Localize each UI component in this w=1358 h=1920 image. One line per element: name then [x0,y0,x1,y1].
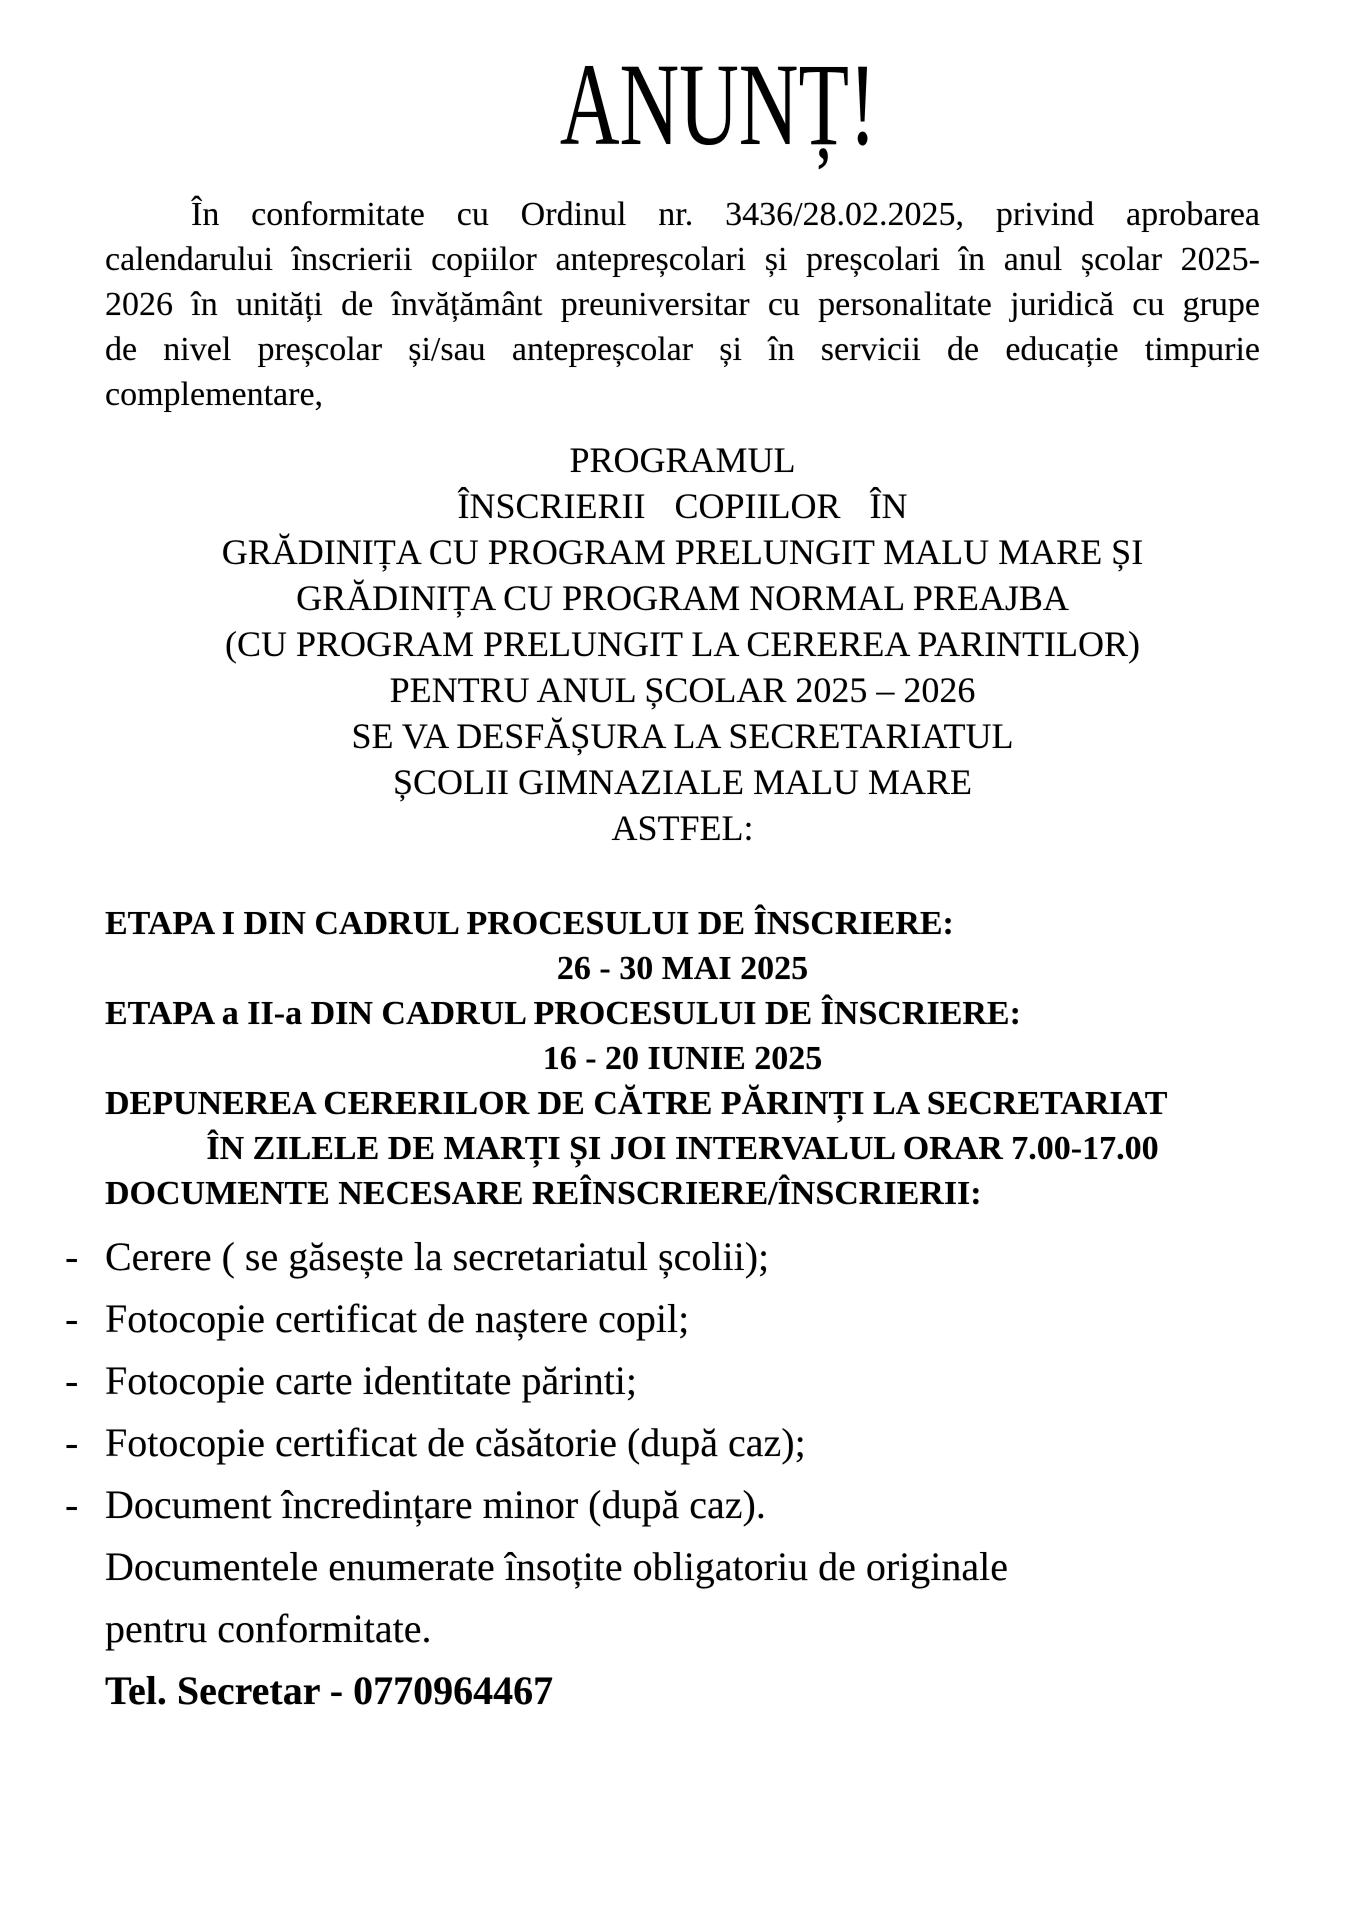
intro-paragraph: În conformitate cu Ordinul nr. 3436/28.02.2025, privind aprobarea calendarului înscrierii copiilor antepreșcolari și preșcolari în anul școlar 2025-2026 în unități de învățământ preuniversitar cu personalitate juridică cu grupe de nivel preșcolar și/sau antepreșcolar și în servicii de educație timpurie complementare, [105,196,1260,413]
bullet-dash: - [65,1234,79,1279]
bullet-dash: - [65,1420,79,1465]
list-item [65,1350,1260,1412]
program-line: PENTRU ANUL ȘCOLAR 2025 – 2026 [389,670,976,710]
list-item [65,1226,1260,1288]
list-item-text: Cerere ( se găsește la secretariatul școlii); [105,1234,770,1279]
schedule-line: ETAPA a II-a DIN CADRUL PROCESULUI DE ÎNSCRIERE: [105,995,1021,1032]
schedule-line: 26 - 30 MAI 2025 [556,950,809,987]
schedule-line: ETAPA I DIN CADRUL PROCESULUI DE ÎNSCRIERE: [105,905,954,942]
schedule-block [105,901,1260,1216]
schedule-line: DEPUNEREA CERERILOR DE CĂTRE PĂRINȚI LA SECRETARIAT [105,1085,1168,1122]
program-line: GRĂDINIȚA CU PROGRAM NORMAL PREAJBA [296,578,1069,618]
schedule-line: 16 - 20 IUNIE 2025 [542,1040,823,1077]
program-line: ASTFEL: [611,808,754,848]
list-item-text: Fotocopie carte identitate părinti; [105,1358,638,1403]
list-item [65,1474,1260,1536]
bullet-dash: - [65,1482,79,1527]
program-line: (CU PROGRAM PRELUNGIT LA CEREREA PARINTILOR) [224,624,1141,664]
page-title-wrap [105,39,1260,174]
schedule-line: DOCUMENTE NECESARE REÎNSCRIERE/ÎNSCRIERII: [105,1175,982,1212]
schedule-line: ÎN ZILELE DE MARȚI ȘI JOI INTERVALUL ORAR 7.00-17.00 [206,1130,1159,1167]
list-item-text: Fotocopie certificat de naștere copil; [105,1296,690,1341]
list-item-text: Fotocopie certificat de căsătorie (după caz); [105,1420,806,1465]
program-line: SE VA DESFĂȘURA LA SECRETARIATUL [351,716,1014,756]
bullet-dash: - [65,1358,79,1403]
page-title: ANUNȚ! [560,39,877,170]
program-block [105,437,1260,851]
program-line: ÎNSCRIERII COPIILOR ÎN [457,486,908,526]
note-line: pentru conformitate. [105,1606,432,1651]
program-line: PROGRAMUL [569,440,796,480]
documents-list [65,1226,1260,1536]
program-line: GRĂDINIȚA CU PROGRAM PRELUNGIT MALU MARE ȘI [221,532,1144,572]
list-item [65,1412,1260,1474]
list-item-text: Document încredințare minor (după caz). [105,1482,766,1527]
note-line: Documentele enumerate însoțite obligatoriu de originale [105,1544,1009,1589]
secretary-phone: Tel. Secretar - 0770964467 [105,1668,554,1713]
bullet-dash: - [65,1296,79,1341]
program-line: ȘCOLII GIMNAZIALE MALU MARE [393,762,972,802]
list-item [65,1288,1260,1350]
